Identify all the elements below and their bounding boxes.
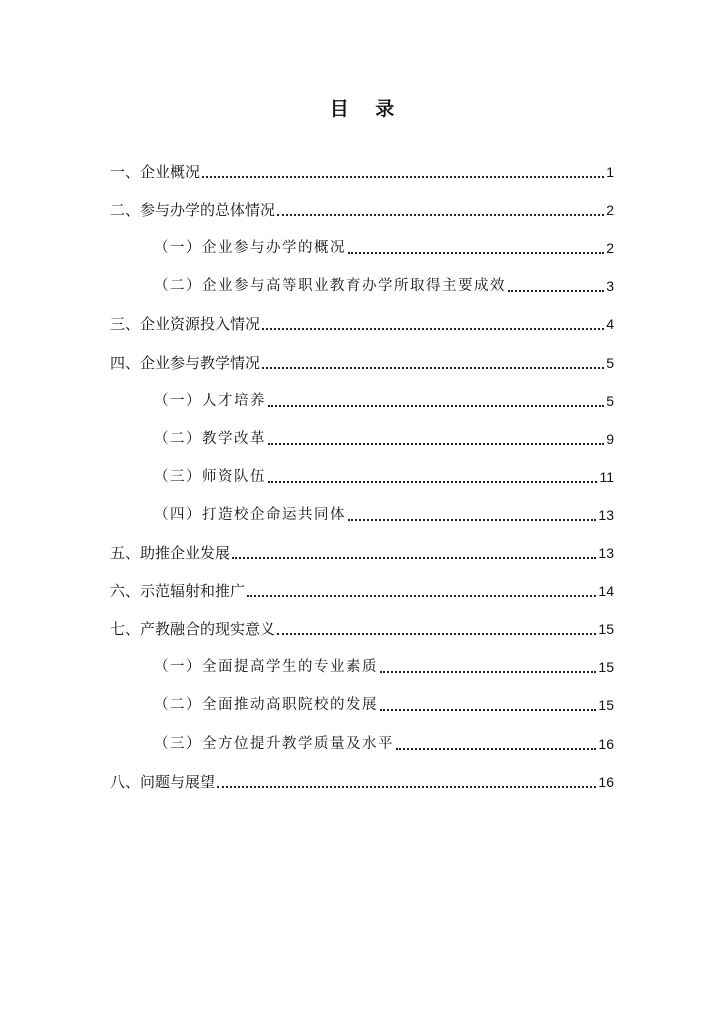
toc-entry[interactable] xyxy=(154,656,614,678)
toc-page-number: 5 xyxy=(606,393,614,409)
toc-page-number: 13 xyxy=(598,507,614,523)
toc-leader-dots xyxy=(232,556,596,559)
toc-entry-label: 七、产教融合的现实意义 xyxy=(110,620,276,638)
toc-entry[interactable] xyxy=(154,275,614,297)
toc-page-number: 1 xyxy=(606,164,614,180)
toc-entry[interactable] xyxy=(110,199,614,221)
toc-page-number: 11 xyxy=(599,469,614,485)
toc-entry[interactable] xyxy=(154,390,614,412)
toc-entry-label: （二）教学改革 xyxy=(154,431,266,447)
toc-page-number: 16 xyxy=(598,736,614,752)
toc-entry[interactable] xyxy=(110,771,614,793)
toc-entry[interactable] xyxy=(110,313,614,335)
toc-entry-label: （二）企业参与高等职业教育办学所取得主要成效 xyxy=(154,278,506,294)
toc-leader-dots xyxy=(277,213,604,216)
toc-entry[interactable] xyxy=(110,542,614,564)
toc-leader-dots xyxy=(262,366,604,369)
toc-leader-dots xyxy=(508,289,604,292)
toc-entry[interactable] xyxy=(110,618,614,640)
toc-page-number: 15 xyxy=(598,659,614,675)
toc-leader-dots xyxy=(262,327,604,330)
toc-leader-dots xyxy=(277,632,596,635)
toc-entry[interactable] xyxy=(110,161,614,183)
toc-page-number: 13 xyxy=(598,545,614,561)
toc-entry-label: （一）人才培养 xyxy=(154,393,266,409)
toc-page-number: 5 xyxy=(606,355,614,371)
toc-page-number: 2 xyxy=(606,240,614,256)
toc-entry-label: 二、参与办学的总体情况 xyxy=(110,201,276,219)
toc-entry[interactable] xyxy=(154,466,614,488)
toc-entry[interactable] xyxy=(154,694,614,716)
toc-entry[interactable] xyxy=(154,428,614,450)
toc-leader-dots xyxy=(380,708,596,711)
toc-leader-dots xyxy=(268,480,597,483)
toc-entry-label: （三）全方位提升教学质量及水平 xyxy=(154,736,394,752)
toc-entry-label: 六、示范辐射和推广 xyxy=(110,582,246,600)
toc-entry[interactable] xyxy=(110,580,614,602)
toc-page-number: 14 xyxy=(598,583,614,599)
toc-leader-dots xyxy=(396,747,596,750)
toc-entry-label: （二）全面推动高职院校的发展 xyxy=(154,697,378,713)
toc-page-number: 3 xyxy=(606,278,614,294)
toc-entry-label: 一、企业概况 xyxy=(110,163,201,181)
toc-entry-label: （四）打造校企命运共同体 xyxy=(154,507,346,523)
toc-page-number: 15 xyxy=(598,621,614,637)
toc-page-number: 4 xyxy=(606,316,614,332)
toc-entry-label: 三、企业资源投入情况 xyxy=(110,315,261,333)
toc-leader-dots xyxy=(217,785,596,788)
toc-entry[interactable] xyxy=(110,352,614,374)
toc-entry[interactable] xyxy=(154,237,614,259)
toc-entry[interactable] xyxy=(154,504,614,526)
toc-page-number: 2 xyxy=(606,202,614,218)
toc-leader-dots xyxy=(268,442,604,445)
toc-page-number: 15 xyxy=(598,697,614,713)
toc-leader-dots xyxy=(202,175,604,178)
toc-entry-label: （三）师资队伍 xyxy=(154,469,266,485)
toc-entry-label: 四、企业参与教学情况 xyxy=(110,354,261,372)
toc-entry-label: （一）企业参与办学的概况 xyxy=(154,240,346,256)
toc-entry-label: （一）全面提高学生的专业素质 xyxy=(154,659,378,675)
toc-entry-label: 八、问题与展望 xyxy=(110,773,216,791)
page-title: 目 录 xyxy=(329,98,405,120)
toc-leader-dots xyxy=(348,518,596,521)
toc-leader-dots xyxy=(348,251,604,254)
toc-leader-dots xyxy=(380,670,596,673)
toc-page-number: 16 xyxy=(598,774,614,790)
toc-entry[interactable] xyxy=(154,733,614,755)
toc-leader-dots xyxy=(268,404,604,407)
toc-page-number: 9 xyxy=(606,431,614,447)
toc-leader-dots xyxy=(247,594,596,597)
toc-entry-label: 五、助推企业发展 xyxy=(110,544,231,562)
